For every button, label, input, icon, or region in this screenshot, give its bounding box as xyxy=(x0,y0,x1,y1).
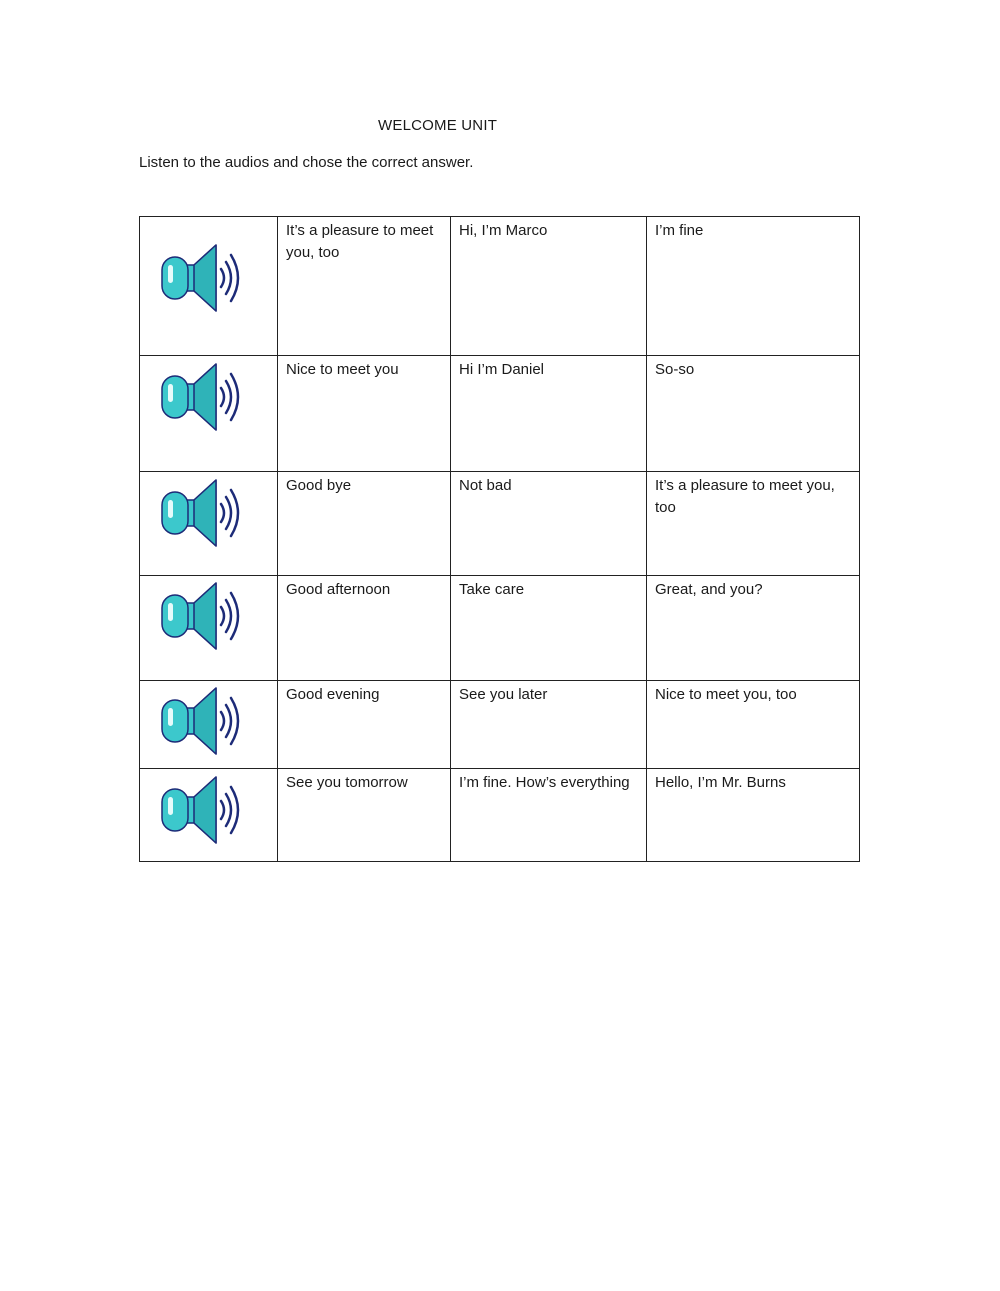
answer-option[interactable]: Hi I’m Daniel xyxy=(451,356,647,472)
speaker-icon[interactable] xyxy=(158,684,242,760)
answer-option[interactable]: Hello, I’m Mr. Burns xyxy=(647,769,860,862)
table-row xyxy=(140,769,860,862)
answer-option[interactable]: Good evening xyxy=(278,681,451,769)
answer-option[interactable]: So-so xyxy=(647,356,860,472)
table-row xyxy=(140,217,860,356)
page-title: WELCOME UNIT xyxy=(378,117,498,134)
answer-option[interactable]: Good afternoon xyxy=(278,576,451,681)
answer-option[interactable]: I’m fine. How’s everything xyxy=(451,769,647,862)
answer-option[interactable]: It’s a pleasure to meet you, too xyxy=(278,217,451,356)
table-row xyxy=(140,472,860,576)
answer-option[interactable]: I’m fine xyxy=(647,217,860,356)
instructions-text: Listen to the audios and chose the correct answer. xyxy=(139,154,474,171)
answer-option[interactable]: Nice to meet you xyxy=(278,356,451,472)
table-row xyxy=(140,681,860,769)
audio-cell xyxy=(140,356,278,472)
audio-cell xyxy=(140,217,278,356)
answer-option[interactable]: Not bad xyxy=(451,472,647,576)
answer-option[interactable]: It’s a pleasure to meet you, too xyxy=(647,472,860,576)
audio-cell xyxy=(140,681,278,769)
answer-option[interactable]: Take care xyxy=(451,576,647,681)
answer-option[interactable]: Good bye xyxy=(278,472,451,576)
speaker-icon[interactable] xyxy=(158,773,242,849)
table-row xyxy=(140,576,860,681)
answer-option[interactable]: See you later xyxy=(451,681,647,769)
speaker-icon[interactable] xyxy=(158,579,242,655)
answer-option[interactable]: Great, and you? xyxy=(647,576,860,681)
answer-table xyxy=(139,216,860,862)
speaker-icon[interactable] xyxy=(158,476,242,552)
answer-option[interactable]: Nice to meet you, too xyxy=(647,681,860,769)
audio-cell xyxy=(140,472,278,576)
speaker-icon[interactable] xyxy=(158,241,242,317)
table-row xyxy=(140,356,860,472)
speaker-icon[interactable] xyxy=(158,360,242,436)
answer-option[interactable]: Hi, I’m Marco xyxy=(451,217,647,356)
answer-option[interactable]: See you tomorrow xyxy=(278,769,451,862)
audio-cell xyxy=(140,576,278,681)
audio-cell xyxy=(140,769,278,862)
